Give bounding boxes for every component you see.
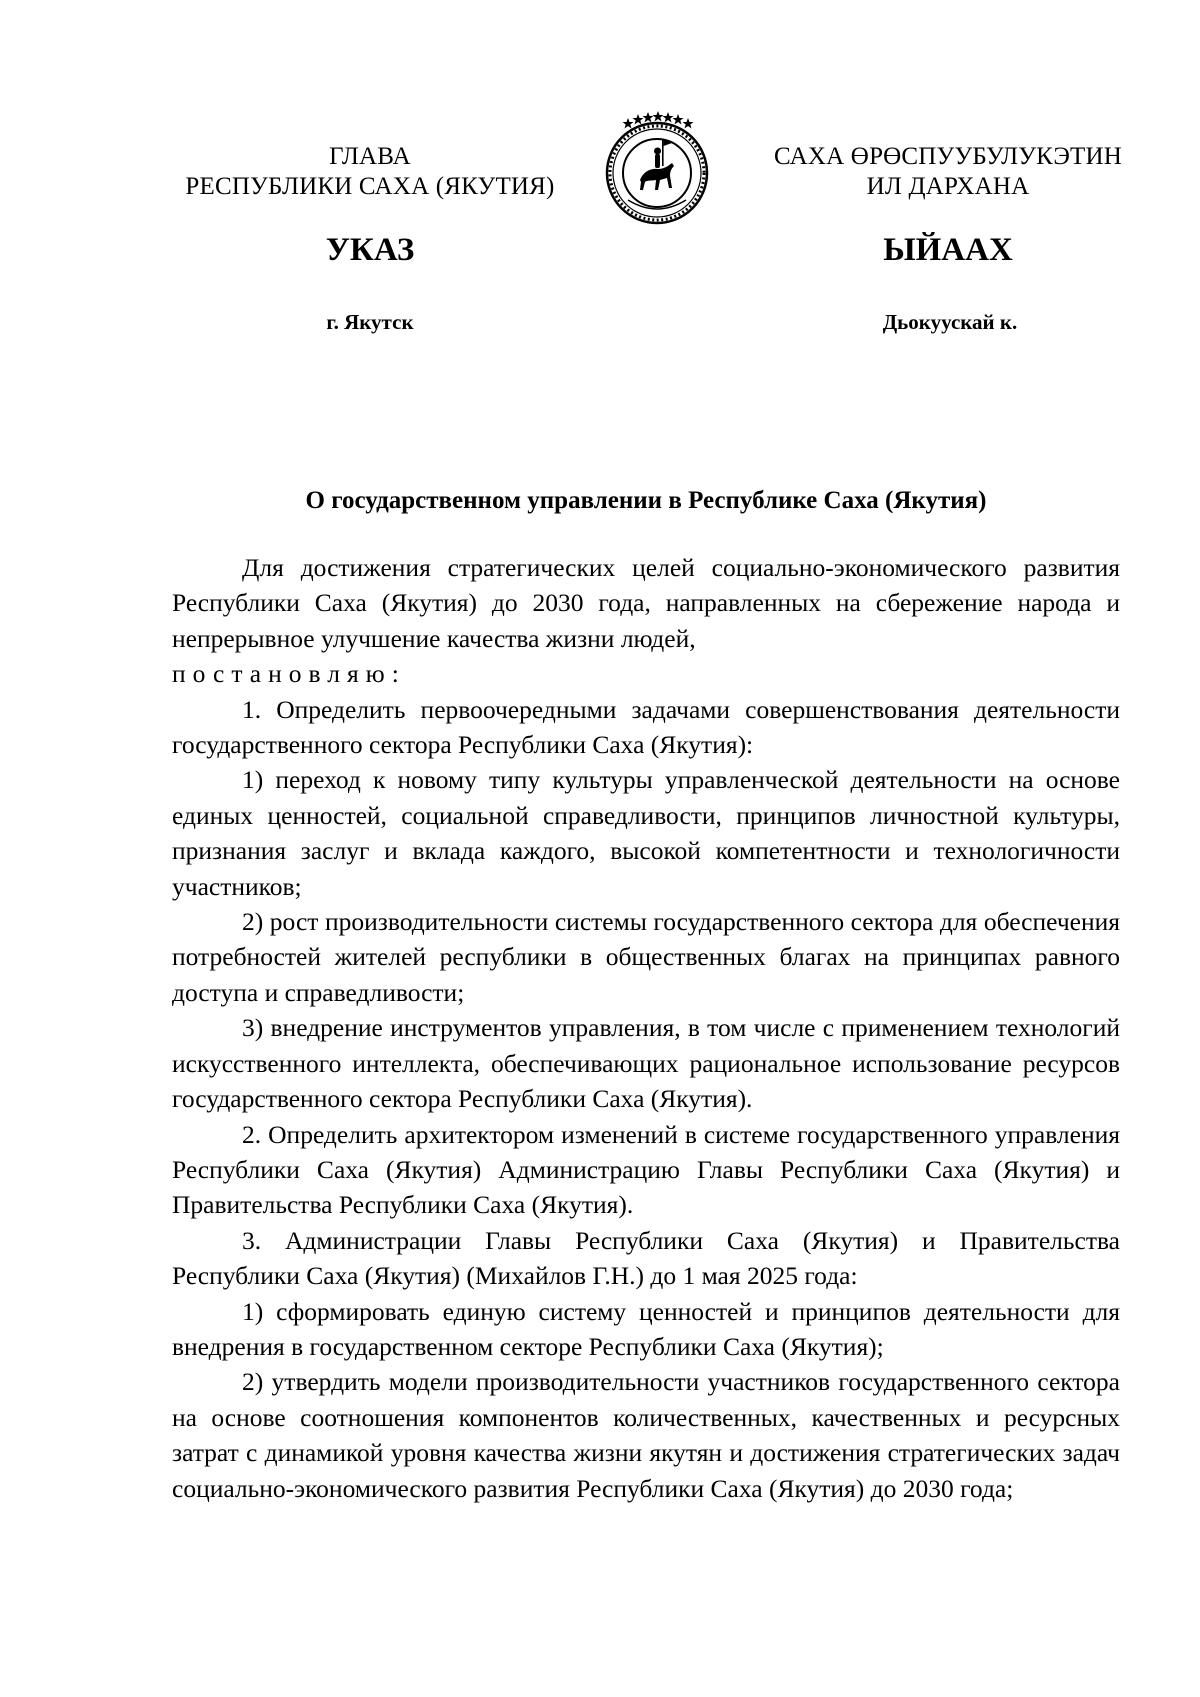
header-right-line1: САХА ӨРӨСПУУБУЛУКЭТИН bbox=[773, 143, 1123, 170]
paragraph-item-3-2: 2) утвердить модели производительности участников государственного сектора на основе соотношения компонентов количественных, качественных и ресурсных затрат с динамикой уровня качества жизни якутян и достижения стратегических задач социально-экономического развития Республики Саха (Якутия) до 2030 года; bbox=[172, 1367, 1120, 1503]
paragraph-item-1-3: 3) внедрение инструментов управления, в том числе с применением технологий искусственного интеллекта, обеспечивающих рациональное использование ресурсов государственного сектора Республики Саха (Якутия). bbox=[172, 1013, 1120, 1114]
paragraph-item-1: 1. Определить первоочередными задачами совершенствования деятельности государственного сектора Республики Саха (Якутия): bbox=[172, 694, 1120, 760]
paragraph-preamble bbox=[172, 550, 1120, 692]
header-left-line2: РЕСПУБЛИКИ САХА (ЯКУТИЯ) bbox=[185, 173, 555, 200]
header-left bbox=[155, 142, 585, 202]
decree-label-ru: УКАЗ bbox=[325, 232, 415, 268]
paragraph-item-3-1: 1) сформировать единую систему ценностей и принципов деятельности для внедрения в государственном секторе Республики Саха (Якутия); bbox=[172, 1296, 1120, 1361]
document-body bbox=[172, 550, 1120, 1506]
header-left-line1: ГЛАВА bbox=[329, 143, 411, 170]
paragraph-item-3: 3. Администрации Главы Республики Саха (Якутия) и Правительства Республики Саха (Якутия) (Михайлов Г.Н.) до 1 мая 2025 года: bbox=[172, 1225, 1120, 1291]
city-label-ru: г. Якутск bbox=[326, 310, 414, 334]
city-label-sakha: Дьокуускай к. bbox=[882, 310, 1018, 334]
paragraph-item-1-2: 2) рост производительности системы государственного сектора для обеспечения потребностей жителей республики в общественных благах на принципах равного доступа и справедливости; bbox=[172, 907, 1120, 1007]
paragraph-item-1-1: 1) переход к новому типу культуры управленческой деятельности на основе единых ценностей, социальной справедливости, принципов личностной культуры, признания заслуг и вклада каждого, высокой компетентности и технологичности участников; bbox=[172, 765, 1120, 901]
header-right-line2: ИЛ ДАРХАНА bbox=[866, 173, 1030, 200]
coat-of-arms-emblem bbox=[588, 108, 726, 226]
header-right bbox=[748, 142, 1148, 202]
resolution-word: постановляю: bbox=[172, 659, 406, 689]
preamble-text: Для достижения стратегических целей социально-экономического развития Республики Саха (Якутия) до 2030 года, направленных на сбережение народа и непрерывное улучшение качества жизни людей, bbox=[172, 553, 1120, 653]
decree-label-sakha: ЫЙААХ bbox=[883, 232, 1013, 268]
document-title: О государственном управлении в Республике Саха (Якутия) bbox=[305, 487, 987, 514]
paragraph-item-2: 2. Определить архитектором изменений в системе государственного управления Республики Саха (Якутия) Администрацию Главы Республики Саха (Якутия) и Правительства Республики Саха (Якутия). bbox=[172, 1119, 1120, 1220]
